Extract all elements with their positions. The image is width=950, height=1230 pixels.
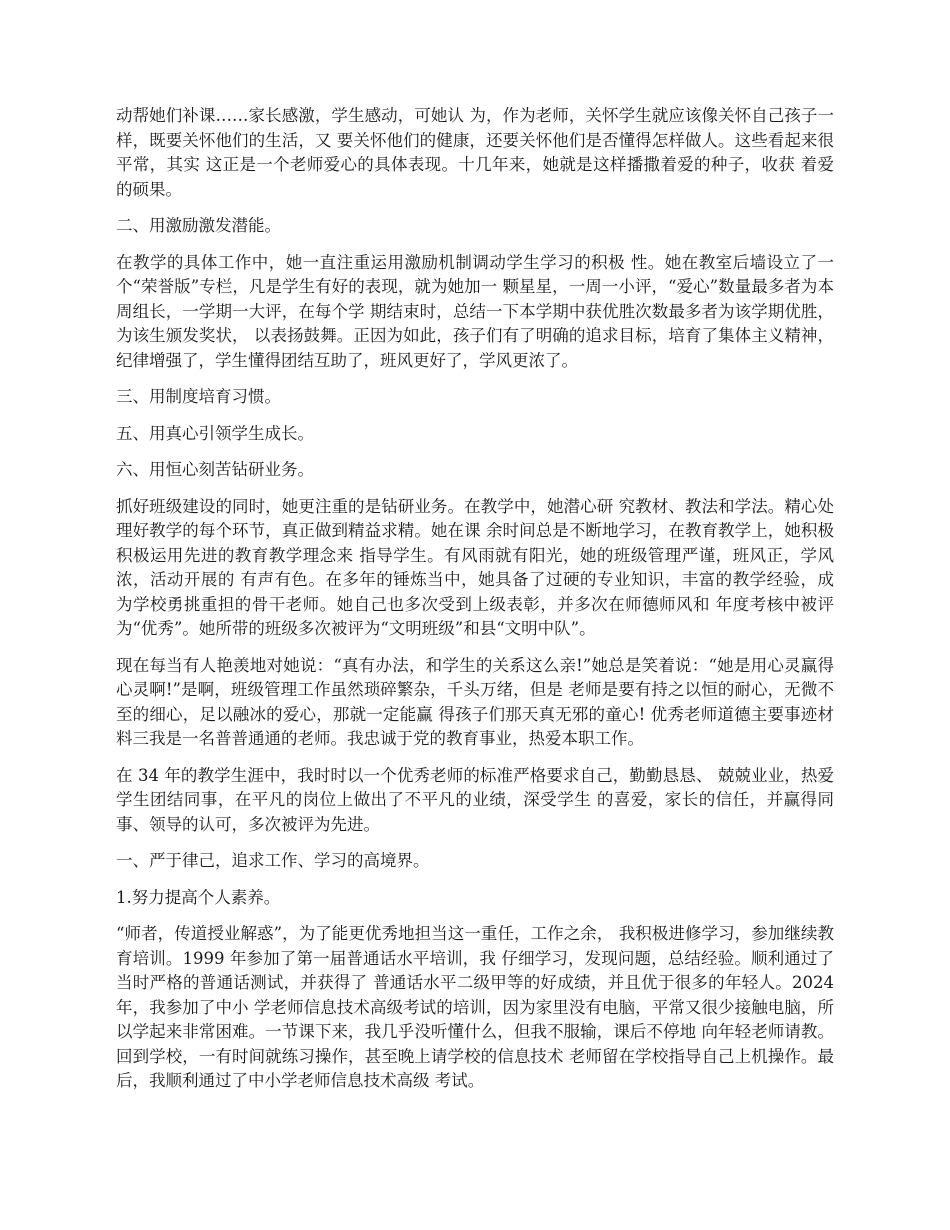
heading-perseverance: 六、用恒心刻苦钻研业务。	[116, 460, 314, 479]
paragraph-training: “师者，传道授业解惑”，为了能更优秀地担当这一重任，工作之余， 我积极进修学习，参加继续教育培训。1999 年参加了第一届普通话水平培训，我 仔细学习，发现问题，总结经验。顺利通过了当时严格的普通话测试，并获得了 普通话水平二级甲等的好成绩，并且优于很多的年轻人。2024 年，我参加了中小 学老师信息技术高级考试的培训，因为家里没有电脑，平常又很少接触电脑，所 以学起来非常困难。一节课下来，我几乎没听懂什么，但我不服输，课后不停地 向年轻老师请教。回到学校，一有时间就练习操作，甚至晚上请学校的信息技术 老师留在学校指导自己上机操作。最后，我顺利通过了中小学老师信息技术高级 考试。	[116, 924, 834, 1090]
document-body	[116, 104, 834, 1106]
paragraph-praise-quote: 现在每当有人艳羡地对她说：“真有办法，和学生的关系这么亲!”她总是笑着说：“她是用心灵赢得心灵啊!”是啊，班级管理工作虽然琐碎繁杂，千头万绪，但是 老师是要有持之以恒的耐心，无微不至的细心，足以融冰的爱心，那就一定能赢 得孩子们那天真无邪的童心! 优秀老师道德主要事迹材料三我是一名普普通通的老师。我忠诚于党的教育事业，热爱本职工作。	[116, 655, 834, 748]
paragraph-teaching-career: 在 34 年的教学生涯中，我时时以一个优秀老师的标准严格要求自己，勤勤恳恳、 兢兢业业，热爱学生团结同事，在平凡的岗位上做出了不平凡的业绩，深受学生 的喜爱，家长的信任，并赢得同事、领导的认可，多次被评为先进。	[116, 765, 834, 834]
heading-self-discipline: 一、严于律己，追求工作、学习的高境界。	[116, 851, 430, 870]
heading-motivation: 二、用激励激发潜能。	[116, 216, 281, 235]
paragraph-care-for-students: 动帮她们补课……家长感激，学生感动，可她认 为，作为老师，关怀学生就应该像关怀自己孩子一样，既要关怀他们的生活，又 要关怀他们的健康，还要关怀他们是否懂得怎样做人。这些看起来很平常，其实 这正是一个老师爱心的具体表现。十几年来，她就是这样播撒着爱的种子，收获 着爱的硕果。	[116, 106, 834, 199]
paragraph-incentive-mechanism: 在教学的具体工作中，她一直注重运用激励机制调动学生学习的积极 性。她在教室后墙设立了一个“荣誉版”专栏，凡是学生有好的表现，就为她加一 颗星星，一周一小评，“爱心”数量最多者为本周组长，一学期一大评，在每个学 期结束时，总结一下本学期中获优胜次数最多者为该学期优胜，为该生颁发奖状， 以表扬鼓舞。正因为如此，孩子们有了明确的追求目标，培育了集体主义精神， 纪律增强了，学生懂得团结互助了，班风更好了，学风更浓了。	[116, 252, 834, 370]
heading-personal-quality: 1.努力提高个人素养。	[116, 887, 281, 907]
heading-system-habits: 三、用制度培育习惯。	[116, 387, 281, 406]
heading-sincerity: 五、用真心引领学生成长。	[116, 423, 314, 443]
paragraph-professional-study: 抓好班级建设的同时，她更注重的是钻研业务。在教学中，她潜心研 究教材、教法和学法。精心处理好教学的每个环节，真正做到精益求精。她在课 余时间总是不断地学习，在教育教学上，她积极积极运用先进的教育教学理念来 指导学生。有风雨就有阳光，她的班级管理严谨，班风正，学风浓，活动开展的 有声有色。在多年的锤炼当中，她具备了过硬的专业知识，丰富的教学经验，成 为学校勇挑重担的骨干老师。她自己也多次受到上级表彰，并多次在师德师风和 年度考核中被评为“优秀”。她所带的班级多次被评为“文明班级”和县“文明中队”。	[116, 496, 834, 638]
